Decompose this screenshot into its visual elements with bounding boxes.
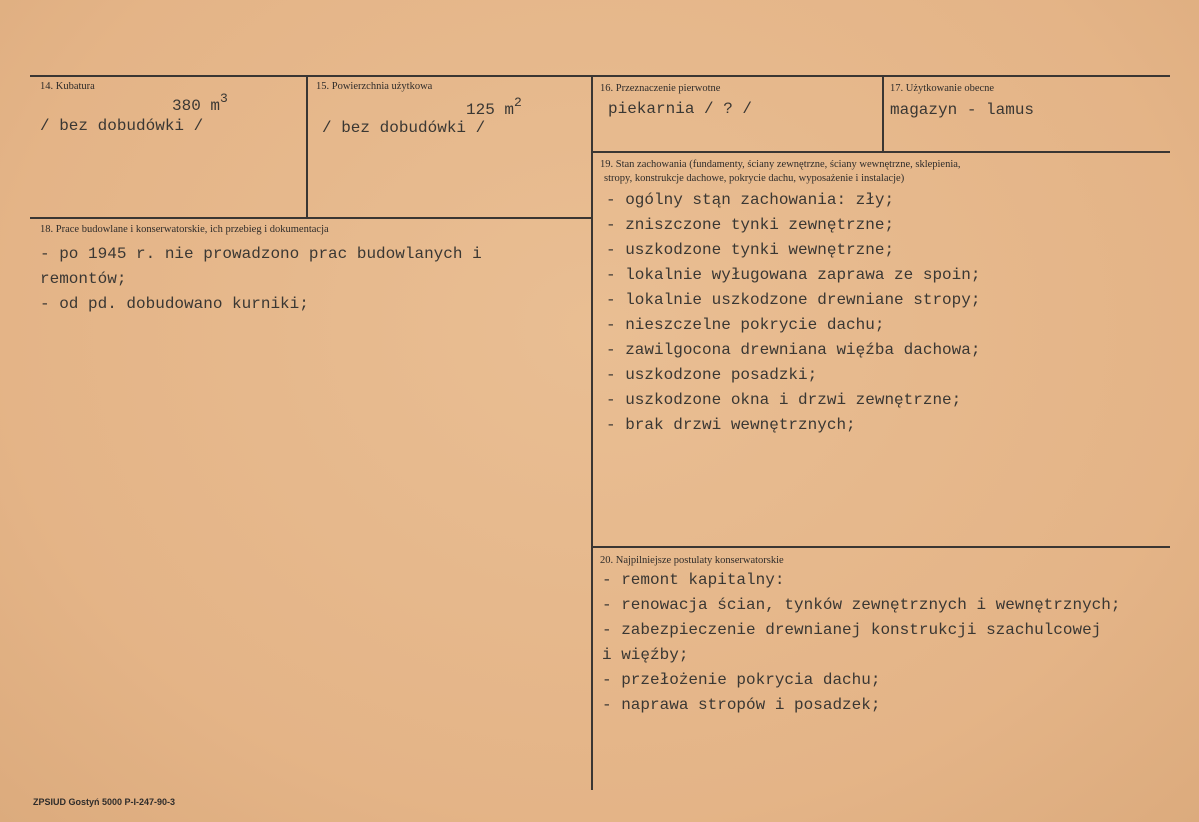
field-20-list: [602, 568, 1120, 718]
list-item: - uszkodzone tynki wewnętrzne;: [606, 241, 895, 259]
list-item: - brak drzwi wewnętrznych;: [606, 416, 856, 434]
divider-14-15: [306, 75, 308, 219]
field-19-label-line2: stropy, konstrukcje dachowe, pokrycie dachu, wyposażenie i instalacje): [604, 173, 905, 184]
list-item: - ogólny stąn zachowania: zły;: [606, 191, 895, 209]
list-item: - uszkodzone okna i drzwi zewnętrzne;: [606, 391, 962, 409]
row-divider-right-bottom: [592, 546, 1170, 548]
list-item: - naprawa stropów i posadzek;: [602, 696, 881, 714]
field-18-label: 18. Prace budowlane i konserwatorskie, ich przebieg i dokumentacja: [40, 224, 329, 235]
list-item: - nieszczelne pokrycie dachu;: [606, 316, 885, 334]
divider-16-17: [882, 75, 884, 152]
list-item: - przełożenie pokrycia dachu;: [602, 671, 881, 689]
field-14-number: 380 m: [172, 97, 221, 115]
field-18-list: [40, 242, 482, 317]
list-item: i więźby;: [602, 646, 689, 664]
field-16-label: 16. Przeznaczenie pierwotne: [600, 83, 721, 94]
top-border-line: [30, 75, 1170, 77]
list-item: - zniszczone tynki zewnętrzne;: [606, 216, 895, 234]
list-item: - renowacja ścian, tynków zewnętrznych i wewnętrznych;: [602, 596, 1121, 614]
field-15-number: 125 m: [466, 101, 515, 119]
field-14-label: 14. Kubatura: [40, 81, 95, 92]
field-16-value: piekarnia / ? /: [608, 100, 753, 118]
list-item: - lokalnie wyługowana zaprawa ze spoin;: [606, 266, 981, 284]
list-item: - po 1945 r. nie prowadzono prac budowlanych i: [40, 245, 482, 263]
row-divider-left: [30, 217, 592, 219]
list-item: - od pd. dobudowano kurniki;: [40, 295, 309, 313]
row-divider-right-top: [592, 151, 1170, 153]
field-15-label: 15. Powierzchnia użytkowa: [316, 81, 433, 92]
field-17-value: magazyn - lamus: [890, 101, 1035, 119]
field-15-exponent: 2: [514, 95, 522, 110]
field-20-label: 20. Najpilniejsze postulaty konserwatorskie: [600, 555, 784, 566]
printer-imprint: ZPSIUD Gostyń 5000 P-I-247-90-3: [33, 797, 176, 807]
list-item: - zabezpieczenie drewnianej konstrukcji szachulcowej: [602, 621, 1102, 639]
list-item: remontów;: [40, 270, 127, 288]
field-15-note: / bez dobudówki /: [322, 119, 486, 137]
field-14-note: / bez dobudówki /: [40, 117, 204, 135]
field-19-list: [606, 188, 980, 438]
field-17-label: 17. Użytkowanie obecne: [890, 83, 995, 94]
field-19-label-line1: 19. Stan zachowania (fundamenty, ściany zewnętrzne, ściany wewnętrzne, sklepienia,: [600, 159, 961, 170]
list-item: - remont kapitalny:: [602, 571, 785, 589]
list-item: - lokalnie uszkodzone drewniane stropy;: [606, 291, 981, 309]
list-item: - uszkodzone posadzki;: [606, 366, 818, 384]
field-14-exponent: 3: [220, 91, 228, 106]
list-item: - zawilgocona drewniana więźba dachowa;: [606, 341, 981, 359]
divider-center: [591, 75, 593, 790]
